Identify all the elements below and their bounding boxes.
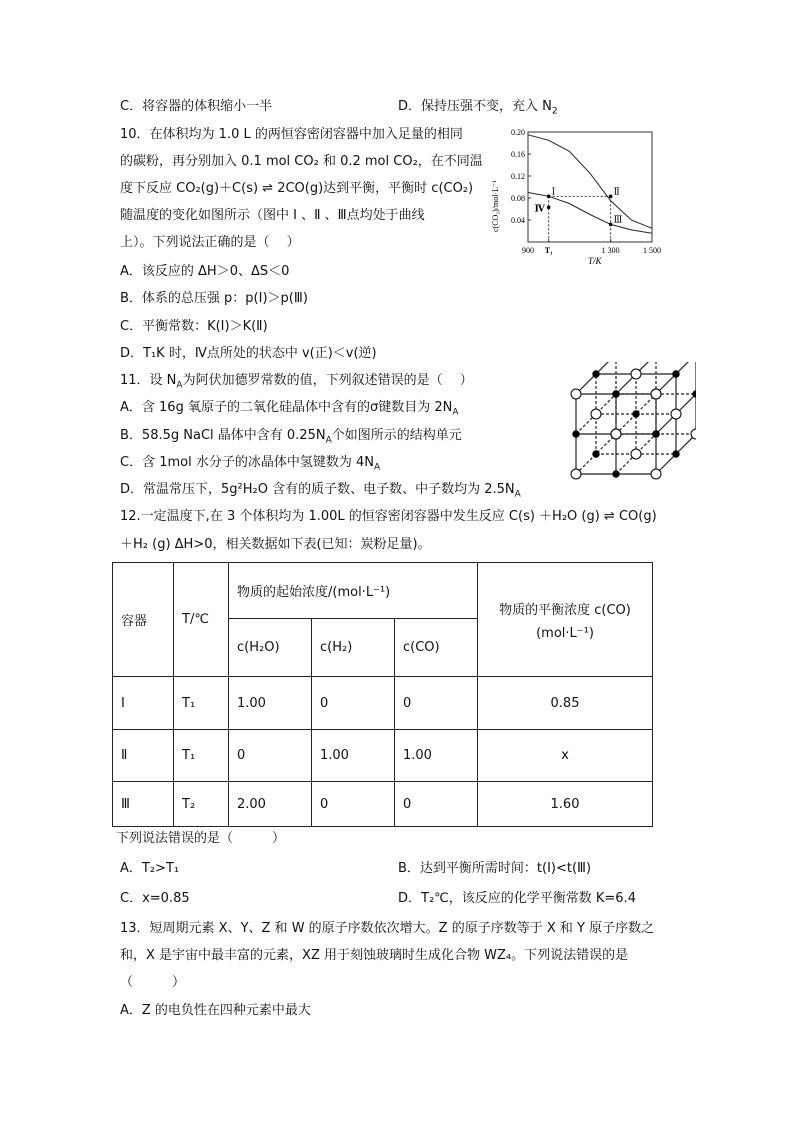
chart-y-label: c(CO₂)/mol·L⁻¹ — [491, 180, 500, 232]
header-c-h2: c(H₂) — [312, 619, 395, 677]
cell-h2o: 2.00 — [229, 782, 312, 827]
cell-h2: 1.00 — [312, 730, 395, 782]
chart-point-label: Ⅳ — [534, 203, 545, 214]
table-row — [113, 782, 653, 827]
chart-point-label: Ⅰ — [551, 186, 556, 197]
table-row — [113, 730, 653, 782]
cell-h2: 0 — [312, 677, 395, 730]
q11-option-d: D．常温常压下，5g²H₂O 含有的质子数、电子数、中子数均为 $2.5N_A$ — [120, 482, 521, 500]
cl-ion — [571, 389, 581, 399]
na-ion — [593, 451, 599, 457]
cell-equil: x — [478, 730, 653, 782]
cell-temp: T₂ — [174, 782, 229, 827]
q11-stem: 11．设 $N_A$为阿伏加德罗常数的值，下列叙述错误的是（ ） — [120, 373, 473, 391]
cell-equil: 0.85 — [478, 677, 653, 730]
na-ion — [613, 471, 619, 477]
na-ion — [673, 451, 679, 457]
cell-container: Ⅰ — [113, 677, 174, 730]
q9-option-d: D．保持压强不变，充入 $N_2$ — [398, 99, 558, 117]
table-row — [113, 677, 653, 730]
y-tick-label: 0.04 — [511, 216, 525, 225]
q10-option-a: A．该反应的 ΔH＞0、ΔS＜0 — [120, 264, 290, 279]
y-tick-label: 0.08 — [511, 194, 525, 203]
q13-option-a: A．Z 的电负性在四种元素中最大 — [120, 1003, 311, 1018]
q10-stem-line-1: 10．在体积均为 1.0 L 的两恒容密闭容器中加入足量的相同 — [120, 127, 463, 142]
cl-ion — [651, 469, 661, 479]
q12-option-d: D．T₂℃，该反应的化学平衡常数 K=6.4 — [398, 891, 636, 906]
q12-stem-line-2: ＋H₂ (g) ΔH>0，相关数据如下表(已知：炭粉足量)。 — [120, 537, 431, 552]
cell-h2o: 0 — [229, 730, 312, 782]
q10-option-d: D．T₁K 时，Ⅳ点所处的状态中 v(正)＜v(逆) — [120, 346, 377, 361]
q10-option-b: B．体系的总压强 p：p(Ⅰ)＞p(Ⅲ) — [120, 291, 308, 306]
chart-point — [609, 195, 613, 199]
cl-ion — [651, 389, 661, 399]
chart-plot-frame — [528, 132, 652, 242]
cell-equil: 1.60 — [478, 782, 653, 827]
na-ion — [673, 371, 679, 377]
q12-option-b: B．达到平衡所需时间：t(Ⅰ)<t(Ⅲ) — [398, 861, 592, 876]
cell-h2: 0 — [312, 782, 395, 827]
cell-temp: T₁ — [174, 730, 229, 782]
cell-co: 0 — [395, 782, 478, 827]
cell-co: 1.00 — [395, 730, 478, 782]
x-tick-label: 1 500 — [643, 246, 661, 255]
q12-option-a: A．T₂>T₁ — [120, 861, 180, 876]
q10-chart — [488, 122, 664, 270]
x-tick-label: T₁ — [544, 246, 553, 255]
q9-option-c: C．将容器的体积缩小一半 — [120, 99, 273, 114]
q12-data-table — [112, 562, 653, 827]
cl-ion — [591, 409, 601, 419]
na-ion — [613, 391, 619, 397]
q13-stem-line-2: 和，X 是宇宙中最丰富的元素，XZ 用于刻蚀玻璃时生成化合物 WZ₄。下列说法错误的是 — [120, 948, 629, 963]
chart-point — [609, 223, 613, 227]
q10-stem-line-4: 随温度的变化如图所示（图中 Ⅰ 、Ⅱ 、Ⅲ点均处于曲线 — [120, 208, 425, 223]
cell-temp: T₁ — [174, 677, 229, 730]
na-ion — [693, 391, 696, 397]
q11-option-b: B．58.5g NaCl 晶体中含有 $0.25N_A$个如图所示的结构单元 — [120, 428, 462, 446]
q10-stem-line-5: 上）。下列说法正确的是（ ） — [120, 235, 300, 250]
chart-point — [547, 206, 551, 210]
header-temp: T/℃ — [174, 563, 229, 677]
header-equil-conc: 物质的平衡浓度 c(CO) (mol·L⁻¹) — [478, 563, 653, 677]
cl-ion — [611, 429, 621, 439]
chart-point-label: Ⅲ — [613, 214, 623, 225]
cell-h2o: 1.00 — [229, 677, 312, 730]
cl-ion — [671, 409, 681, 419]
header-initial-conc: 物质的起始浓度/(mol·L⁻¹) — [229, 563, 478, 619]
chart-point — [547, 195, 551, 199]
cell-container: Ⅲ — [113, 782, 174, 827]
cl-ion — [631, 369, 641, 379]
q10-stem-line-2: 的碳粉，再分别加入 0.1 mol CO₂ 和 0.2 mol CO₂，在不同温 — [120, 154, 483, 169]
chart-series-line-2 — [528, 193, 652, 234]
header-c-h2o: c(H₂O) — [229, 619, 312, 677]
chart-point-label: Ⅱ — [613, 186, 620, 197]
cell-co: 0 — [395, 677, 478, 730]
q13-stem-line-1: 13．短周期元素 X、Y、Z 和 W 的原子序数依次增大。Z 的原子序数等于 X 和 Y 原子序数之 — [120, 921, 655, 936]
q10-stem-line-3: 度下反应 CO₂(g)＋C(s) ⇌ 2CO(g)达到平衡，平衡时 c(CO₂) — [120, 181, 474, 196]
cell-container: Ⅱ — [113, 730, 174, 782]
header-c-co: c(CO) — [395, 619, 478, 677]
x-tick-label: 900 — [522, 246, 534, 255]
q12-option-c: C．x=0.85 — [120, 891, 190, 906]
q11-option-c: C．含 1mol 水分子的冰晶体中氢键数为 $4N_A$ — [120, 455, 381, 473]
cl-ion — [571, 469, 581, 479]
y-tick-label: 0.20 — [511, 128, 525, 137]
q12-question: 下列说法错误的是（ ） — [116, 831, 286, 846]
y-tick-label: 0.16 — [511, 150, 525, 159]
na-ion — [633, 411, 639, 417]
header-container: 容器 — [113, 563, 174, 677]
x-tick-label: 1 300 — [601, 246, 620, 255]
q10-option-c: C．平衡常数：K(Ⅰ)＞K(Ⅱ) — [120, 319, 268, 334]
cl-ion — [631, 449, 641, 459]
y-tick-label: 0.12 — [511, 172, 525, 181]
na-ion — [593, 371, 599, 377]
na-ion — [653, 431, 659, 437]
chart-x-label: T/K — [588, 256, 602, 266]
q11-option-a: A．含 16g 氧原子的二氧化硅晶体中含有的σ键数目为 $2N_A$ — [120, 400, 459, 418]
q12-stem-line-1: 12.一定温度下,在 3 个体积均为 1.00L 的恒容密闭容器中发生反应 C(s) ＋H₂O (g) ⇌ CO(g) — [120, 509, 657, 524]
nacl-crystal-diagram — [566, 362, 696, 486]
q13-stem-line-3: （ ） — [120, 975, 186, 990]
na-ion — [573, 431, 579, 437]
